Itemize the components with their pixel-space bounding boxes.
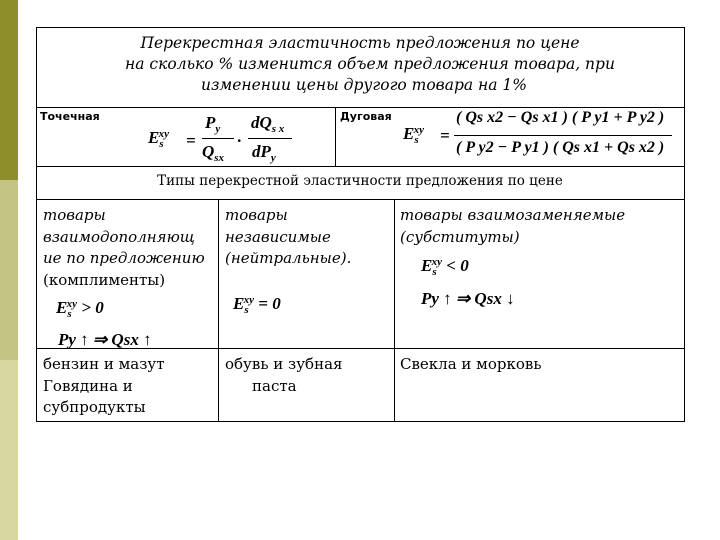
- point-label: Точечная: [40, 110, 100, 123]
- title-line-3: изменении цены другого товара на 1%: [200, 76, 528, 94]
- substitutes-description: товары взаимозаменяемые (субституты): [400, 206, 626, 246]
- substitutes-examples: Свекла и морковь: [400, 355, 542, 373]
- decor-stripe-middle: [0, 180, 18, 360]
- point-fraction-line-2: [248, 138, 292, 139]
- arc-label: Дуговая: [340, 110, 392, 123]
- col-divider: [218, 199, 219, 422]
- point-fraction-line-1: [202, 138, 234, 139]
- col-divider: [335, 107, 336, 166]
- table-title: [40, 33, 680, 96]
- complements-examples: бензин и мазут Говядина и субпродукты: [43, 355, 165, 416]
- substitutes-rule: Py ↑ ⇒ Qsx ↓: [421, 289, 515, 308]
- row-divider: [36, 166, 685, 167]
- row-divider: [36, 107, 685, 108]
- complements-elasticity: $E_s^{xy} > 0$: [56, 298, 104, 320]
- independent-examples: обувь и зубная паста: [225, 355, 343, 395]
- decor-stripe-top: [0, 0, 18, 180]
- substitutes-elasticity: $E_s^{xy} < 0$: [421, 256, 469, 278]
- independent-elasticity: $E_s^{xy} = 0$: [233, 294, 281, 316]
- col-divider: [394, 199, 395, 422]
- complements-description: товары взаимодополняющ ие по предложению (комплименты): [43, 206, 205, 289]
- title-line-1: Перекрестная эластичность предложения по цене: [140, 34, 580, 52]
- arc-fraction-line: [454, 135, 672, 136]
- decor-stripe-bottom: [0, 360, 18, 540]
- title-line-2: на сколько % изменится объем предложения товара, при: [125, 55, 615, 73]
- row-divider: [36, 199, 685, 200]
- types-title: Типы перекрестной эластичности предложения по цене: [157, 173, 563, 189]
- complements-rule: Py ↑ ⇒ Qsx ↑: [58, 330, 152, 349]
- independent-description: товары независимые (нейтральные).: [225, 206, 352, 267]
